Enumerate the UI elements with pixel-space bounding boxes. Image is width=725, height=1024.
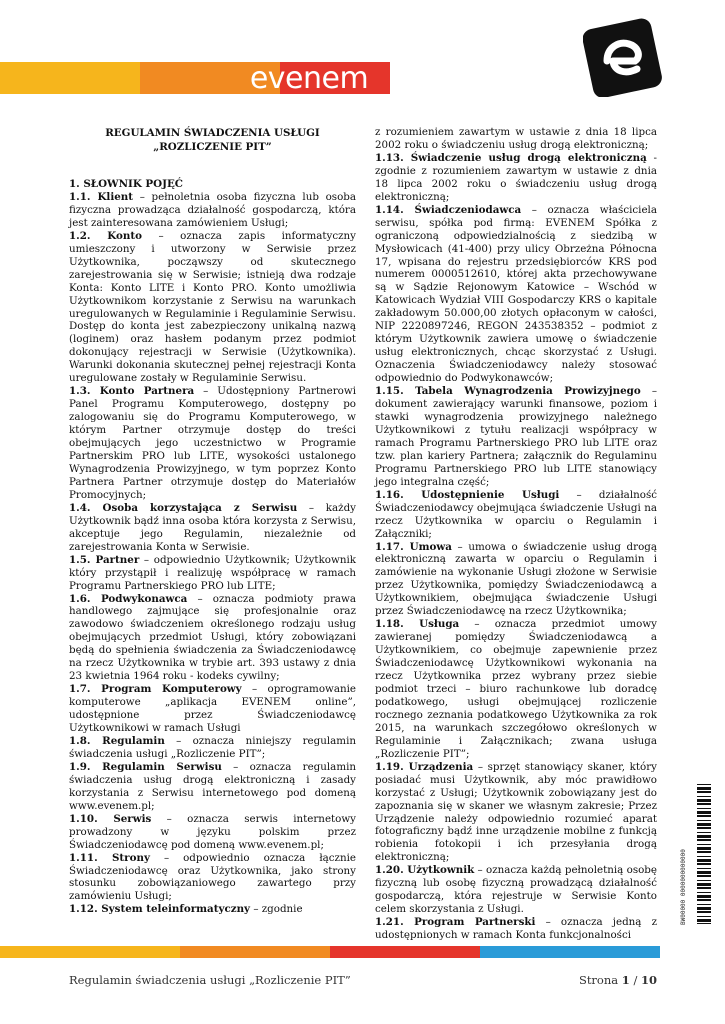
definition-text: - zgodnie z rozumieniem zawartym w ustawie z dnia 18 lipca 2002 roku o świadczeniu usług drogą elektroniczną;: [375, 151, 657, 203]
definition-text: – oznacza serwis internetowy prowadzony w języku polskim przez Świadczeniodawcę pod domeną www.evenem.pl;: [69, 812, 357, 851]
definition-term: 1.19. Urządzenia: [375, 760, 474, 773]
definition-item: [375, 618, 657, 760]
definition-item: [69, 735, 356, 761]
page-total: 10: [640, 973, 657, 987]
barcode: [697, 784, 711, 924]
right-column: [375, 126, 657, 942]
definition-term: 1.18. Usługa: [375, 618, 460, 631]
definition-item: [375, 152, 657, 204]
definition-text: – zgodnie: [250, 903, 303, 916]
definition-item: [375, 204, 657, 385]
definition-term: 1.20. Użytkownik: [375, 864, 475, 877]
definition-item: [375, 489, 657, 541]
definition-text: – oznacza każdą pełnoletnią osobę fizyczną lub osobę fizyczną prowadzącą działalność gospodarczą, która rejestruje w Serwisie Konto celem skorzystania z Usługi.: [375, 864, 657, 916]
definition-term: 1.16. Udostępnienie Usługi: [375, 488, 560, 501]
definition-text: – oznacza przedmiot umowy zawieranej pomiędzy Świadczeniodawcą a Użytkownikiem, co obejmuje zapewnienie przez Świadczeniodawcę Użytkownikowi wykonania na rzecz Użytkownika przez wybrany przez siebie podmiot trzeci – biuro rachunkowe lub doradcę podatkowego, usługi obejmującej rozliczenie rocznego zeznania podatkowego Użytkownika za rok 2015, na warunkach szczegółowo określonych w Regulaminie i Załącznikach; zwana usługa „Rozliczenie PIT”;: [375, 618, 657, 760]
definition-item: [375, 541, 657, 619]
definitions-list-left: [69, 191, 356, 916]
definition-text: – sprzęt stanowiący skaner, który posiadać musi Użytkownik, aby móc prawidłowo korzystać z Usługi; Użytkownik zobowiązany jest do zapoznania się w skaner we własnym zakresie; Przez Urządzenie należy odpowiednio rozumieć aparat fotograficzny bądź inne urządzenie mobilne z funkcją robienia fotokopii i ich przesyłania drogą elektroniczną;: [375, 760, 657, 864]
definition-text: – oznacza niniejszy regulamin świadczenia usługi „Rozliczenie PIT”;: [69, 734, 356, 760]
definition-text: – działalność Świadczeniodawcy obejmująca świadczenie Usługi na rzecz Użytkownika w oparciu o Regulamin i Załączniki;: [375, 488, 657, 540]
definition-item: [375, 761, 657, 865]
definition-item: [69, 761, 356, 813]
definition-item: [69, 813, 356, 852]
brand-wordmark: evenem: [249, 60, 369, 96]
definition-term: 1.13. Świadczenie usług drogą elektroniczną: [375, 151, 647, 164]
page-label: Strona: [578, 973, 622, 987]
definition-item: [69, 852, 356, 904]
definition-term: 1.9. Regulamin Serwisu: [69, 760, 222, 773]
definition-term: 1.2. Konto: [69, 229, 143, 242]
definition-item: [69, 191, 356, 230]
definition-text: – oprogramowanie komputerowe „aplikacja EVENEM online”, udostępnione przez Świadczeniodawcę Użytkownikowi w ramach Usługi: [69, 683, 356, 735]
document-title: REGULAMIN ŚWIADCZENIA USŁUGI: [105, 127, 320, 139]
definition-text: – oznacza właściciela serwisu, spółka pod firmą: EVENEM Spółka z ograniczoną odpowiedzialnością z siedzibą w Mysłowicach (41-400) przy ulicy Obrzeżna Północna 17, wpisana do rejestru przedsiębiorców KRS pod numerem 0000512610, której akta przechowywane są w Sądzie Rejonowym Katowice – Wschód w Katowicach Wydział VIII Gospodarczy KRS o kapitale zakładowym 50.000,00 złotych opłaconym w całości, NIP 2220897246, REGON 243538352 – podmiot z którym Użytkownik zawiera umowę o świadczenie usług elektronicznych, chcąc skorzystać z Usługi. Oznaczenia Świadczeniodawcy należy stosować odpowiednio do Podwykonawców;: [375, 203, 657, 385]
definition-item: [375, 916, 657, 942]
definition-item: [375, 864, 657, 916]
definition-term: 1.8. Regulamin: [69, 734, 165, 747]
definition-term: 1.3. Konto Partnera: [69, 385, 195, 398]
definition-term: 1.5. Partner: [69, 553, 140, 566]
definition-term: 1.1. Klient: [69, 190, 134, 203]
page-separator: /: [629, 973, 641, 987]
definition-text: – dokument zawierający warunki finansowe, poziom i stawki wynagrodzenia prowizyjnego należnego Użytkownikowi z tytułu realizacji współpracy w ramach Programu Partnerskiego PRO lub LITE oraz tzw. plan kariery Partnera; załącznik do Regulaminu Programu Partnerskiego PRO lub LITE stanowiący jego integralna część;: [375, 385, 657, 488]
definition-text: – oznacza regulamin świadczenia usług drogą elektroniczną i zasady korzystania z Serwisu internetowego pod domeną www.evenem.pl;: [69, 760, 357, 812]
definition-term: 1.14. Świadczeniodawca: [375, 203, 522, 216]
definition-text: – odpowiednio oznacza łącznie Świadczeniodawcę oraz Użytkownika, jako strony stosunku zobowiązaniowego zawartego przy zamówieniu Usługi;: [69, 851, 357, 903]
definition-text: – pełnoletnia osoba fizyczna lub osoba fizyczna prowadząca działalność gospodarczą, która jest zainteresowana zamówieniem Usługi;: [69, 190, 356, 229]
header-bar-yellow: [0, 62, 140, 94]
definition-term: 1.15. Tabela Wynagrodzenia Prowizyjnego: [375, 385, 641, 398]
definition-item: [69, 502, 356, 554]
definition-term: 1.4. Osoba korzystająca z Serwisu: [69, 501, 298, 514]
definition-text: – każdy Użytkownik bądź inna osoba która korzysta z Serwisu, akceptuje jego Regulamin, niezależnie od zarejestrowania Konta w Serwisie.: [69, 501, 356, 553]
left-column: [69, 126, 356, 916]
definition-term: 1.11. Strony: [69, 851, 150, 864]
definition-item: [375, 385, 657, 489]
definition-term: 1.7. Program Komputerowy: [69, 683, 242, 696]
definition-item: [69, 230, 356, 385]
definition-text: – Udostępniony Partnerowi Panel Programu Komputerowego, dostępny po zalogowaniu się do Programu Komputerowego, w którym Partner otrzymuje dostęp do treści obejmujących jego uczestnictwo w Programie Partnerskim PRO lub LITE, wysokości ustalonego Wynagrodzenia Prowizyjnego, w tym poprzez Konto Partnera Partner otrzymuje dostęp do Materiałów Promocyjnych;: [69, 385, 356, 501]
definition-term: 1.6. Podwykonawca: [69, 592, 188, 605]
definition-item: [69, 554, 356, 593]
footer-document-name: Regulamin świadczenia usługi „Rozliczenie PIT”: [69, 973, 351, 987]
footer-color-strip: [0, 946, 725, 958]
definitions-list-right: [375, 152, 657, 942]
definition-item: [69, 593, 356, 684]
definition-text: – umowa o świadczenie usług drogą elektroniczną zawarta w oparciu o Regulamin i zamówienie na wykonanie Usługi złożone w Serwisie przez Użytkownika, pomiędzy Świadczeniodawcą a Użytkownikiem, obejmująca świadczenie Usługi przez Świadczeniodawcę na rzecz Użytkownika;: [375, 540, 657, 618]
definition-text: – odpowiednio Użytkownik; Użytkownik który przystąpił i realizuję współpracę w ramach Programu Partnerskiego PRO lub LITE;: [69, 553, 356, 592]
footer-page-number: [560, 973, 657, 987]
definition-term: 1.21. Program Partnerski: [375, 916, 536, 929]
definition-term: 1.12. System teleinformatyczny: [69, 903, 251, 916]
definition-text: – oznacza jedną z udostępnionych w ramach Konta funkcjonalności: [375, 916, 658, 942]
definition-item: [69, 385, 356, 502]
definition-term: 1.17. Umowa: [375, 540, 452, 553]
barcode-number: BW00000 0000000000000: [680, 849, 687, 925]
definition-term: 1.10. Serwis: [69, 812, 152, 825]
definition-text: – oznacza podmioty prawa handlowego zajmujące się profesjonalnie oraz zawodowo świadczeniem określonego rodzaju usług obejmujących przedmiot Usługi, który zobowiązani będą do spełnienia świadczenia za Świadczeniodawcę na rzecz Użytkownika w trybie art. 393 ustawy z dnia 23 kwietnia 1964 roku - kodeks cywilny;: [69, 592, 356, 683]
evenem-e-logo-icon: [583, 17, 663, 97]
document-subtitle: „ROZLICZENIE PIT”: [153, 141, 272, 153]
definition-continuation: z rozumieniem zawartym w ustawie z dnia 18 lipca 2002 roku o świadczeniu usług drogą elektroniczną;: [375, 126, 657, 151]
page-current: 1: [621, 973, 630, 987]
definition-item: [69, 683, 356, 735]
section-heading: 1. SŁOWNIK POJĘĆ: [69, 178, 184, 190]
definition-item: [69, 903, 356, 916]
definition-text: – oznacza zapis informatyczny umieszczony i utworzony w Serwisie przez Użytkownika, począwszy od skutecznego zarejestrowania się w Serwisie; istnieją dwa rodzaje Konta: Konto LITE i Konto PRO. Konto umożliwia Użytkownikom korzystanie z Serwisu na warunkach uregulowanych w Regulaminie i Regulaminie Serwisu. Dostęp do konta jest zabezpieczony unikalną nazwą (loginem) oraz hasłem podanym przez podmiot dokonujący rejestracji w Serwisie (Użytkownika). Warunki dokonania skutecznej pełnej rejestracji Konta uregulowane zostały w Regulaminie Serwisu.: [69, 229, 356, 385]
